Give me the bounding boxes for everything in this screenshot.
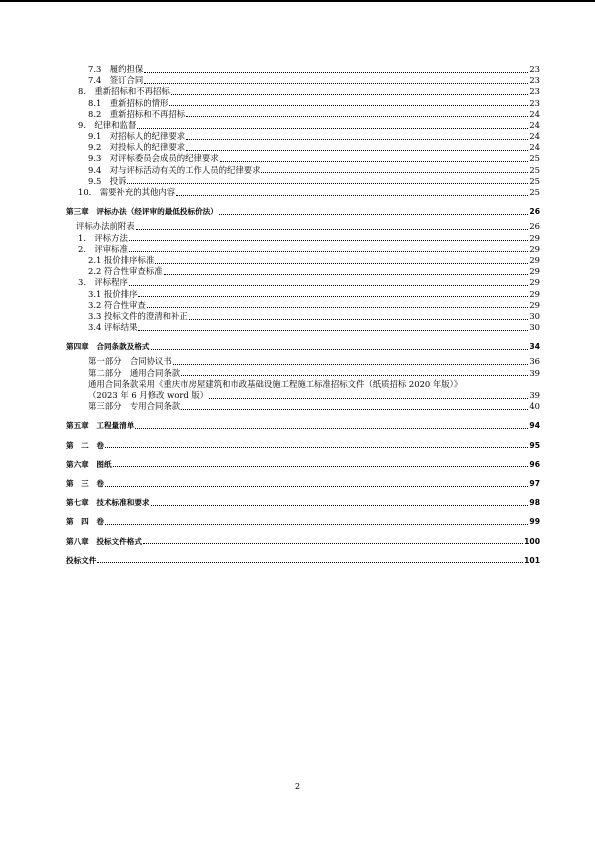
toc-entry-row[interactable] (88, 98, 540, 109)
toc-entry-page: 23 (529, 97, 540, 108)
toc-leader-dots (138, 329, 528, 331)
toc-chapter-row[interactable] (66, 206, 540, 217)
toc-entry-row[interactable] (88, 379, 540, 390)
toc-leader-dots (169, 104, 528, 106)
toc-leader-dots (164, 273, 529, 275)
toc-entry-row[interactable] (88, 390, 540, 401)
toc-entry-label: 9.1 对招标人的纪律要求 (88, 131, 186, 142)
page-number: 2 (294, 782, 301, 791)
toc-entry-row[interactable] (78, 187, 540, 198)
toc-entry-label: 10. 需要补充的其他内容 (78, 187, 176, 198)
toc-entry-label: 第六章 图纸 (66, 459, 112, 469)
toc-entry-page: 40 (529, 401, 540, 412)
toc-leader-dots (97, 561, 523, 563)
toc-entry-row[interactable] (88, 75, 540, 86)
toc-entry-row[interactable] (88, 165, 540, 176)
toc-entry-label: 9.5 投诉 (88, 175, 127, 186)
toc-leader-dots (105, 446, 528, 448)
toc-entry-label: （2023 年 6 月修改 word 版） (88, 390, 209, 401)
toc-entry-page: 100 (524, 536, 540, 546)
toc-entry-row[interactable] (78, 120, 540, 131)
toc-leader-dots (171, 93, 529, 95)
toc-entry-label: 2.2 符合性审查标准 (88, 266, 163, 277)
toc-entry-label: 2.1 报价排序标准 (88, 254, 155, 265)
toc-entry-page: 23 (529, 75, 540, 86)
toc-entry-row[interactable] (78, 233, 540, 244)
toc-entry-label: 第七章 技术标准和要求 (66, 498, 150, 508)
toc-entry-label: 3.2 符合性审查 (88, 299, 146, 310)
toc-entry-label: 第三章 评标办法（经评审的最低投标价法） (66, 207, 218, 217)
toc-leader-dots (127, 182, 528, 184)
toc-entry-page: 25 (529, 187, 540, 198)
toc-entry-page: 23 (529, 63, 540, 74)
top-border-line (0, 0, 595, 2)
toc-entry-label: 通用合同条款采用《重庆市房屋建筑和市政基础设施工程施工标准招标文件（纸质招标 2020 年版）》 (88, 378, 463, 389)
toc-entry-label: 第 二 卷 (66, 440, 104, 450)
toc-leader-dots (147, 306, 528, 308)
toc-leader-dots (189, 318, 529, 320)
toc-entry-page: 29 (529, 266, 540, 277)
toc-entry-row[interactable] (88, 131, 540, 142)
toc-chapter-row[interactable] (66, 420, 540, 431)
toc-entry-row[interactable] (88, 109, 540, 120)
toc-entry-row[interactable] (78, 277, 540, 288)
toc-entry-label: 第五章 工程量清单 (66, 421, 135, 431)
toc-leader-dots (129, 239, 528, 241)
toc-entry-page: 24 (529, 108, 540, 119)
toc-entry-page: 29 (529, 299, 540, 310)
toc-entry-page: 29 (529, 232, 540, 243)
toc-leader-dots (138, 295, 528, 297)
toc-leader-dots (113, 465, 529, 467)
toc-entry-page: 29 (529, 288, 540, 299)
toc-entry-label: 第八章 投标文件格式 (66, 536, 142, 546)
toc-entry-row[interactable] (88, 401, 540, 412)
toc-entry-row[interactable] (88, 255, 540, 266)
toc-entry-label: 第二部分 通用合同条款 (88, 367, 181, 378)
toc-leader-dots (186, 138, 528, 140)
toc-entry-label: 9.4 对与评标活动有关的工作人员的纪律要求 (88, 164, 261, 175)
toc-entry-row[interactable] (88, 300, 540, 311)
toc-leader-dots (181, 408, 528, 410)
toc-leader-dots (155, 262, 528, 264)
toc-entry-label: 8.2 重新招标和不再招标 (88, 108, 186, 119)
toc-entry-row[interactable] (88, 64, 540, 75)
toc-leader-dots (143, 542, 523, 544)
toc-entry-page: 36 (529, 356, 540, 367)
toc-entry-page: 25 (529, 153, 540, 164)
toc-chapter-row[interactable] (66, 478, 540, 489)
toc-leader-dots (144, 71, 528, 73)
toc-leader-dots (129, 284, 528, 286)
toc-leader-dots (173, 363, 529, 365)
toc-entry-row[interactable] (88, 368, 540, 379)
toc-entry-label: 3.1 报价排序 (88, 288, 138, 299)
toc-leader-dots (209, 397, 528, 399)
toc-entry-label: 7.4 签订合同 (88, 75, 144, 86)
toc-entry-page: 26 (529, 207, 540, 217)
toc-leader-dots (129, 250, 528, 252)
toc-entry-page: 95 (529, 440, 540, 450)
toc-entry-page: 24 (529, 119, 540, 130)
toc-entry-row[interactable] (78, 86, 540, 97)
toc-entry-page: 29 (529, 254, 540, 265)
toc-leader-dots (219, 213, 529, 215)
toc-entry-label: 第一部分 合同协议书 (88, 356, 172, 367)
toc-entry-page: 24 (529, 142, 540, 153)
toc-entry-label: 8. 重新招标和不再招标 (78, 86, 170, 97)
toc-entry-label: 3. 评标程序 (78, 277, 128, 288)
toc-entry-page: 101 (524, 555, 540, 565)
toc-entry-label: 投标文件 (66, 555, 97, 565)
toc-leader-dots (137, 127, 528, 129)
toc-entry-row[interactable] (78, 244, 540, 255)
toc-leader-dots (220, 160, 529, 162)
toc-leader-dots (186, 115, 528, 117)
toc-leader-dots (105, 523, 528, 525)
toc-entry-page: 30 (529, 322, 540, 333)
toc-entry-page: 39 (529, 390, 540, 401)
toc-entry-row[interactable] (88, 289, 540, 300)
toc-entry-page: 23 (529, 86, 540, 97)
toc-entry-page: 34 (529, 342, 540, 352)
toc-entry-label: 评标办法前附表 (76, 221, 135, 232)
toc-leader-dots (136, 228, 529, 230)
toc-entry-label: 3.4 评标结果 (88, 322, 138, 333)
table-of-contents (0, 64, 595, 566)
toc-leader-dots (176, 194, 528, 196)
toc-chapter-row[interactable] (66, 459, 540, 470)
toc-entry-label: 2. 评审标准 (78, 243, 128, 254)
toc-entry-label: 第三部分 专用合同条款 (88, 401, 181, 412)
toc-entry-label: 8.1 重新招标的情形 (88, 97, 169, 108)
toc-entry-row[interactable] (88, 311, 540, 322)
toc-entry-row[interactable] (88, 266, 540, 277)
toc-entry-label: 9.2 对投标人的纪律要求 (88, 142, 186, 153)
toc-leader-dots (105, 485, 528, 487)
toc-entry-page: 98 (529, 498, 540, 508)
toc-entry-page: 30 (529, 310, 540, 321)
toc-entry-label: 1. 评标方法 (78, 232, 128, 243)
toc-entry-page: 96 (529, 459, 540, 469)
toc-entry-label: 第四章 合同条款及格式 (66, 342, 150, 352)
toc-entry-page: 97 (529, 478, 540, 488)
toc-entry-row[interactable] (88, 154, 540, 165)
toc-entry-page: 26 (529, 221, 540, 232)
toc-chapter-row[interactable] (66, 536, 540, 547)
toc-chapter-row[interactable] (66, 555, 540, 566)
toc-chapter-row[interactable] (66, 497, 540, 508)
toc-entry-row[interactable] (88, 176, 540, 187)
toc-entry-page: 94 (529, 421, 540, 431)
toc-leader-dots (181, 374, 528, 376)
toc-leader-dots (151, 504, 529, 506)
toc-leader-dots (261, 171, 528, 173)
toc-entry-page: 29 (529, 243, 540, 254)
toc-entry-row[interactable] (76, 221, 540, 232)
toc-entry-label: 9.3 对评标委员会成员的纪律要求 (88, 153, 219, 164)
toc-leader-dots (186, 149, 528, 151)
toc-chapter-row[interactable] (66, 516, 540, 527)
toc-entry-page: 24 (529, 131, 540, 142)
toc-entry-page: 25 (529, 164, 540, 175)
toc-entry-row[interactable] (88, 142, 540, 153)
toc-entry-label: 9. 纪律和监督 (78, 119, 137, 130)
toc-leader-dots (151, 348, 529, 350)
toc-entry-page: 25 (529, 175, 540, 186)
toc-entry-label: 第 四 卷 (66, 517, 104, 527)
toc-entry-label: 7.3 履约担保 (88, 63, 144, 74)
toc-leader-dots (135, 427, 528, 429)
toc-entry-label: 第 三 卷 (66, 478, 104, 488)
toc-entry-row[interactable] (88, 322, 540, 333)
toc-entry-row[interactable] (88, 357, 540, 368)
toc-entry-page: 39 (529, 367, 540, 378)
toc-chapter-row[interactable] (66, 440, 540, 451)
toc-leader-dots (144, 82, 528, 84)
toc-entry-label: 3.3 投标文件的澄清和补正 (88, 310, 188, 321)
toc-entry-page: 99 (529, 517, 540, 527)
toc-chapter-row[interactable] (66, 341, 540, 352)
toc-entry-page: 29 (529, 277, 540, 288)
